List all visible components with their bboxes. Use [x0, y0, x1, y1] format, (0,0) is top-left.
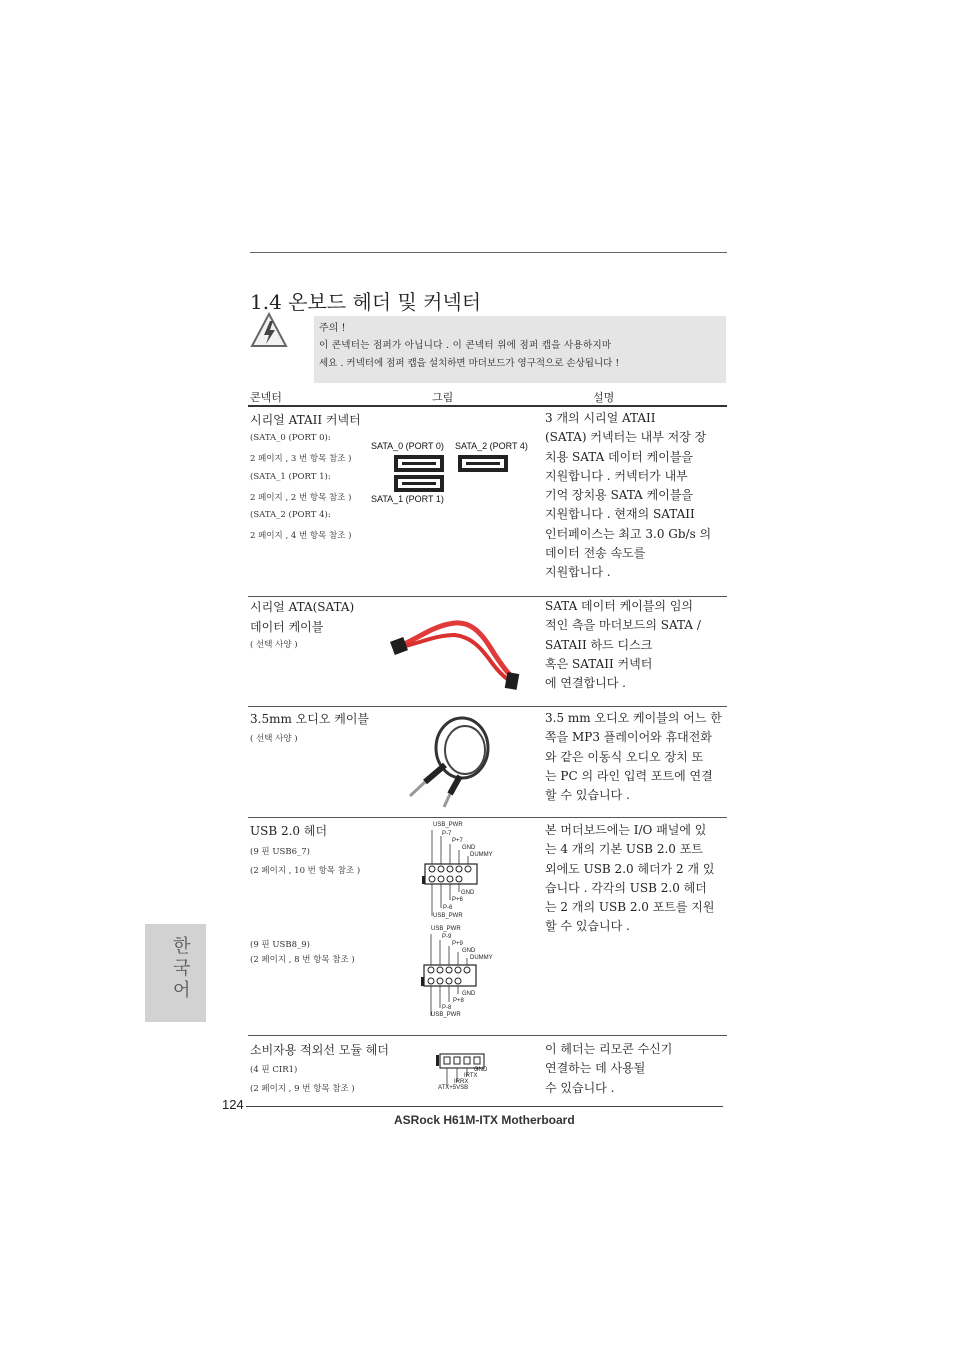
pin-label: USB_PWR [433, 913, 463, 919]
caution-heading: 주의 ! [319, 323, 346, 334]
header-description: 설명 [593, 391, 615, 404]
cir-header-name: 소비자용 적외선 모듈 헤더 [250, 1043, 389, 1057]
pin-label: USB_PWR [431, 1012, 461, 1018]
pin-label: GND [462, 948, 476, 954]
row-divider [248, 706, 727, 707]
pin-label: GND [462, 991, 476, 997]
sata-note: (SATA_0 (PORT 0): [250, 433, 331, 443]
page-title: 1.4 온보드 헤더 및 커넥터 [250, 290, 482, 314]
sata2-label: SATA_2 (PORT 4) [455, 441, 528, 451]
pin-label: GND [462, 845, 476, 851]
audio-cable-description: 3.5 mm 오디오 케이블의 어느 한 쪽을 MP3 플레이어와 휴대전화 와 같은 이동식 오디오 장치 또 는 PC 의 라인 입력 포트에 연결 할 수 있습니다 . [545, 711, 722, 803]
caution-line-2: 세요 . 커넥터에 점퍼 캡을 설치하면 마더보드가 영구적으로 손상됩니다 ! [319, 358, 620, 369]
audio-cable-name: 3.5mm 오디오 케이블 [250, 712, 370, 726]
pin-label: IRRX [454, 1079, 469, 1085]
cir-description: 이 헤더는 리모콘 수신기 연결하는 데 사용될 수 있습니다 . [545, 1042, 673, 1095]
pin-label: DUMMY [470, 955, 493, 961]
language-side-tab [145, 924, 206, 1022]
pin-label: P-8 [442, 1005, 452, 1011]
usb8-9-pinout [416, 924, 516, 1024]
sata-note: 2 페이지 , 4 번 항목 참조 ) [250, 531, 352, 541]
language-tab-label: 한국어 [173, 936, 191, 1001]
row-divider [248, 1035, 727, 1036]
pin-label: P+8 [453, 998, 464, 1004]
pin-label: USB_PWR [431, 926, 461, 932]
sata0-port-shape [394, 455, 444, 472]
top-rule [250, 252, 727, 253]
sata-note: (SATA_1 (PORT 1): [250, 472, 331, 482]
cir-note: (2 페이지 , 9 번 항목 참조 ) [250, 1084, 355, 1094]
pin-label: GND [474, 1067, 488, 1073]
sata-cable-description: SATA 데이터 케이블의 임의 적인 측을 마더보드의 SATA / SATAII 하드 디스크 혹은 SATAII 커넥터 에 연결합니다 . [545, 599, 701, 691]
sata-connector-name: 시리얼 ATAII 커넥터 [250, 413, 361, 427]
header-rule [248, 405, 727, 407]
usb-header-name: USB 2.0 헤더 [250, 824, 328, 838]
sata-note: 2 페이지 , 2 번 항목 참조 ) [250, 493, 352, 503]
header-figure: 그림 [432, 391, 454, 404]
cir1-pinout [434, 1052, 514, 1094]
usb-note: (2 페이지 , 10 번 항목 참조 ) [250, 866, 361, 876]
warning-lightning-icon [249, 311, 289, 351]
pin-label: P+7 [452, 838, 463, 844]
usb-description: 본 머더보드에는 I/O 패널에 있 는 4 개의 기본 USB 2.0 포트 외에도 USB 2.0 헤더가 2 개 있 습니다 . 각각의 USB 2.0 헤더 는 2 개의 USB 2.0 포트를 지원 할 수 있습니다 . [545, 823, 715, 934]
sata-note: 2 페이지 , 3 번 항목 참조 ) [250, 454, 352, 464]
footer-model: ASRock H61M-ITX Motherboard [394, 1113, 575, 1127]
sata-note: (SATA_2 (PORT 4): [250, 510, 331, 520]
sata2-port-shape [458, 455, 508, 472]
sata-ports-diagram [392, 454, 512, 494]
header-connector: 콘넥터 [250, 391, 282, 404]
pin-label: P-6 [443, 905, 453, 911]
pin-label: ATX+5VSB [438, 1085, 469, 1091]
pin-label: P+6 [452, 897, 463, 903]
pin-label: USB_PWR [433, 822, 463, 828]
sata1-label: SATA_1 (PORT 1) [371, 494, 444, 504]
pin-label: P-7 [442, 831, 452, 837]
caution-box [314, 316, 726, 383]
sata1-port-shape [394, 475, 444, 492]
sata-cable-image [380, 605, 530, 695]
audio-cable-note: ( 선택 사양 ) [250, 734, 298, 744]
usb-note: (2 페이지 , 8 번 항목 참조 ) [250, 955, 355, 965]
pin-label: IRTX [464, 1073, 478, 1079]
page-number: 124 [222, 1097, 244, 1112]
pin-label: P-9 [442, 934, 452, 940]
sata-cable-name: 데이터 케이블 [250, 620, 324, 634]
sata-description: 3 개의 시리얼 ATAII (SATA) 커넥터는 내부 저장 장 치용 SATA 데이터 케이블을 지원합니다 . 커넥터가 내부 기억 장치용 SATA 케이블을 지원합니다 . 현재의 SATAII 인터페이스는 최고 3.0 Gb/s 의 데이터 전송 속도를 지원합니다 . [545, 411, 712, 580]
sata-cable-name: 시리얼 ATA(SATA) [250, 600, 355, 614]
footer-rule [246, 1106, 723, 1107]
sata-cable-note: ( 선택 사양 ) [250, 640, 298, 650]
pin-label: P+9 [452, 941, 463, 947]
sata0-label: SATA_0 (PORT 0) [371, 441, 444, 451]
usb-note: (9 핀 USB8_9) [250, 940, 310, 950]
usb6-7-pinout [418, 820, 518, 922]
usb-note: (9 핀 USB6_7) [250, 847, 310, 857]
audio-cable-image [400, 710, 505, 810]
row-divider [248, 817, 727, 818]
caution-line-1: 이 콘넥터는 점퍼가 아닙니다 . 이 콘넥터 위에 점퍼 캡을 사용하지마 [319, 340, 612, 351]
pin-label: DUMMY [470, 852, 493, 858]
cir-note: (4 핀 CIR1) [250, 1065, 298, 1075]
pin-label: GND [461, 890, 475, 896]
